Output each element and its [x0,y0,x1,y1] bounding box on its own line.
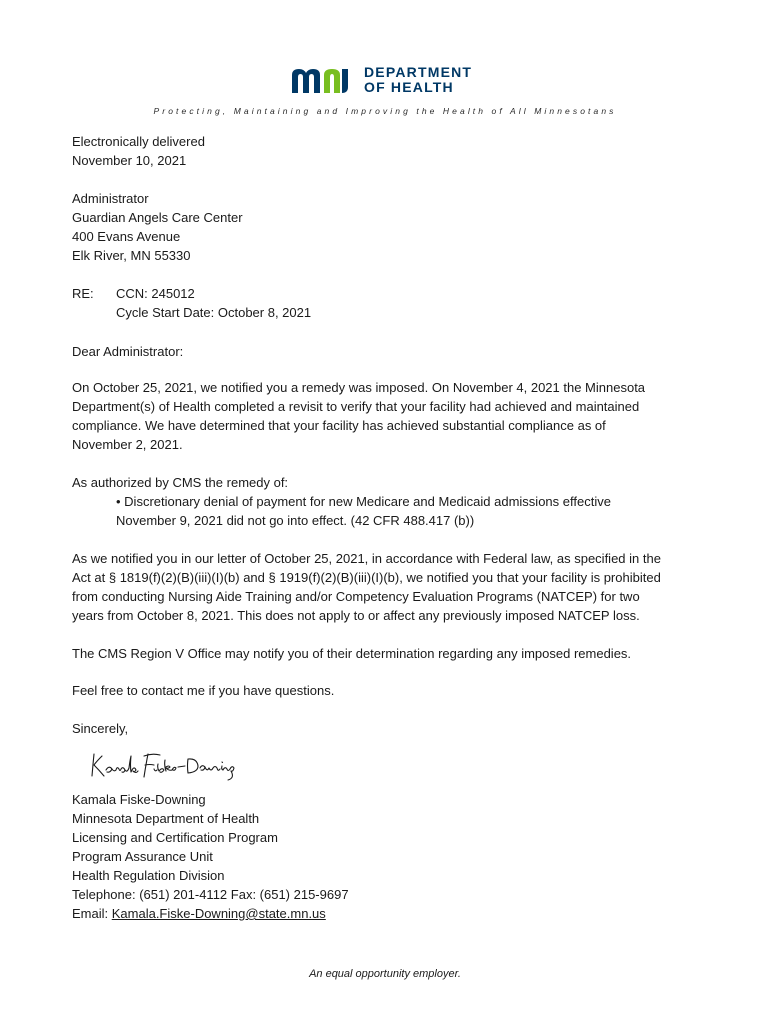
paragraph-2-intro [72,473,712,492]
salutation [72,342,712,361]
remedy-bullet [116,492,716,530]
paragraph-line: As we notified you in our letter of October 25, 2021, in accordance with Federal law, as specified in the [72,551,661,566]
paragraph-line: Feel free to contact me if you have questions. [72,683,335,698]
closing [72,719,712,738]
tagline: Protecting, Maintaining and Improving the Health of All Minnesotans [153,106,617,116]
paragraph-1 [72,378,712,454]
recipient-line: Administrator [72,191,149,206]
delivery-method: Electronically delivered [72,134,205,149]
email-link[interactable]: Kamala.Fiske-Downing@state.mn.us [111,906,326,921]
paragraph-5 [72,681,712,700]
paragraph-3 [72,549,712,625]
signer-line: Minnesota Department of Health [72,811,260,826]
signer-line: Program Assurance Unit [72,849,213,864]
recipient-line: Elk River, MN 55330 [72,248,191,263]
recipient-line: 400 Evans Avenue [72,229,181,244]
paragraph-line: Act at § 1819(f)(2)(B)(iii)(I)(b) and § 1919(f)(2)(B)(iii)(I)(b), we notified you that your facility is prohibited [72,570,661,585]
mn-logo-icon [290,65,356,95]
paragraph-line: As authorized by CMS the remedy of: [72,475,289,490]
signer-email-line [72,904,712,923]
ccn: CCN: 245012 [116,286,195,301]
signer-line: Licensing and Certification Program [72,830,278,845]
logo-line-2: OF HEALTH [364,79,454,95]
paragraph-line: On October 25, 2021, we notified you a remedy was imposed. On November 4, 2021 the Minnesota [72,380,646,395]
paragraph-line: Department(s) of Health completed a revisit to verify that your facility had achieved and maintained [72,399,640,414]
recipient-address [72,189,712,265]
bullet-line: • Discretionary denial of payment for new Medicare and Medicaid admissions effective [116,494,611,509]
logo-line-1: DEPARTMENT [364,64,473,80]
re-details [116,284,311,322]
signer-phone-fax: Telephone: (651) 201-4112 Fax: (651) 215-9697 [72,887,349,902]
mdh-logo [290,60,490,100]
paragraph-line: compliance. We have determined that your facility has achieved substantial compliance as of [72,418,606,433]
salutation-text: Dear Administrator: [72,344,184,359]
cycle-start-date: Cycle Start Date: October 8, 2021 [116,305,312,320]
signer-block [72,790,712,923]
paragraph-line: from conducting Nursing Aide Training and/or Competency Evaluation Programs (NATCEP) for two [72,589,640,604]
closing-text: Sincerely, [72,721,129,736]
footer-text: An equal opportunity employer. [309,968,461,980]
signer-name: Kamala Fiske-Downing [72,792,206,807]
bullet-line: November 9, 2021 did not go into effect. (42 CFR 488.417 (b)) [116,513,475,528]
date-block [72,132,712,170]
recipient-line: Guardian Angels Care Center [72,210,243,225]
paragraph-line: The CMS Region V Office may notify you of their determination regarding any imposed remedies. [72,646,632,661]
email-label: Email: [72,906,112,921]
paragraph-4 [72,644,712,663]
paragraph-line: years from October 8, 2021. This does not apply to or affect any previously imposed NATCEP loss. [72,608,640,623]
re-label: RE: [72,286,94,301]
paragraph-line: November 2, 2021. [72,437,183,452]
letter-date: November 10, 2021 [72,153,187,168]
signer-line: Health Regulation Division [72,868,225,883]
handwritten-signature [88,748,268,782]
